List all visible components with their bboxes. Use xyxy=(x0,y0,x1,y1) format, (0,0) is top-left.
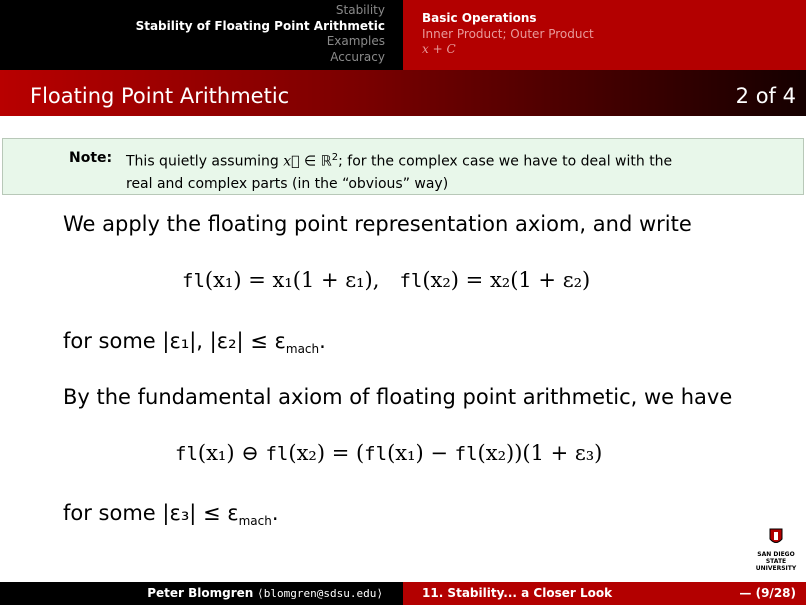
section-nav xyxy=(0,0,403,70)
footer-bar xyxy=(0,582,806,605)
frame-page-count: 2 of 4 xyxy=(735,84,796,108)
eq1-part-1: (x₁) = x₁(1 + ε₁), xyxy=(204,268,380,292)
note-label: Note: xyxy=(69,150,113,166)
eq2-part-d: (x₂))(1 + ε₃) xyxy=(477,441,603,465)
sdsu-emblem-icon xyxy=(766,527,786,547)
p4-end: . xyxy=(271,501,279,525)
paragraph-epsilon-bound-2 xyxy=(63,501,279,528)
subsection-nav xyxy=(403,0,806,70)
note-text-line2: real and complex parts (in the “obvious” way) xyxy=(126,175,449,192)
footer-title-block xyxy=(403,582,806,605)
eq2-fl-1: fl xyxy=(175,443,198,465)
eq2-part-c: (x₁) − xyxy=(387,441,455,465)
note-text-before: This quietly assuming xyxy=(126,153,284,170)
nav-section-examples[interactable]: Examples xyxy=(326,34,385,48)
eq1-fl-1: fl xyxy=(182,270,205,292)
eq2-fl-4: fl xyxy=(454,443,478,465)
nav-section-accuracy[interactable]: Accuracy xyxy=(330,49,385,64)
eq1-fl-2: fl xyxy=(399,270,423,292)
footer-title: 11. Stability... a Closer Look xyxy=(422,586,613,600)
eq1-part-2: (x₂) = x₂(1 + ε₂) xyxy=(422,268,591,292)
note-vector: x⃗ xyxy=(283,153,300,170)
eq2-part-a: (x₁) ⊖ xyxy=(197,441,266,465)
paragraph-epsilon-bound-1 xyxy=(63,329,326,356)
nav-subsection-basic-operations[interactable]: Basic Operations xyxy=(422,11,537,25)
note-power: 2 xyxy=(331,152,339,163)
logo-line-2: UNIVERSITY xyxy=(755,565,797,572)
note-text-after: ; for the complex case we have to deal with the xyxy=(338,153,673,170)
equation-fundamental xyxy=(175,441,602,465)
paragraph-representation-axiom: We apply the floating point representation axiom, and write xyxy=(63,212,692,236)
nav-section-stability[interactable]: Stability xyxy=(335,3,385,17)
footer-email: ⟨blomgren@sdsu.edu⟩ xyxy=(257,587,383,600)
logo-line-1: SAN DIEGO STATE xyxy=(757,551,795,565)
p2-text: for some |ε₁|, |ε₂| ≤ ε xyxy=(63,329,286,353)
footer-page: — (9/28) xyxy=(739,586,796,600)
p2-end: . xyxy=(319,329,326,353)
nav-section-floating-point[interactable]: Stability of Floating Point Arithmetic xyxy=(135,18,385,33)
frame-title: Floating Point Arithmetic xyxy=(30,84,290,108)
p4-text: for some |ε₃| ≤ ε xyxy=(63,501,239,525)
paragraph-fundamental-axiom: By the fundamental axiom of floating point arithmetic, we have xyxy=(63,385,733,409)
note-relation: ∈ xyxy=(303,153,317,170)
p4-sub: mach xyxy=(238,514,272,529)
footer-author-block xyxy=(0,582,403,605)
nav-subsection-x-plus-c[interactable]: x + C xyxy=(422,42,456,56)
note-field: ℝ xyxy=(320,153,332,170)
navigation-bar xyxy=(0,0,806,70)
note-text xyxy=(126,147,766,195)
note-box xyxy=(2,138,804,195)
frame-title-bar xyxy=(0,70,806,116)
p2-sub: mach xyxy=(285,342,320,357)
eq2-fl-3: fl xyxy=(364,443,388,465)
sdsu-logo xyxy=(748,527,804,572)
equation-representation xyxy=(182,268,590,292)
footer-author: Peter Blomgren xyxy=(147,586,254,600)
eq2-fl-2: fl xyxy=(265,443,289,465)
nav-subsection-inner-product[interactable]: Inner Product; Outer Product xyxy=(422,26,594,41)
eq2-part-b: (x₂) = ( xyxy=(288,441,365,465)
